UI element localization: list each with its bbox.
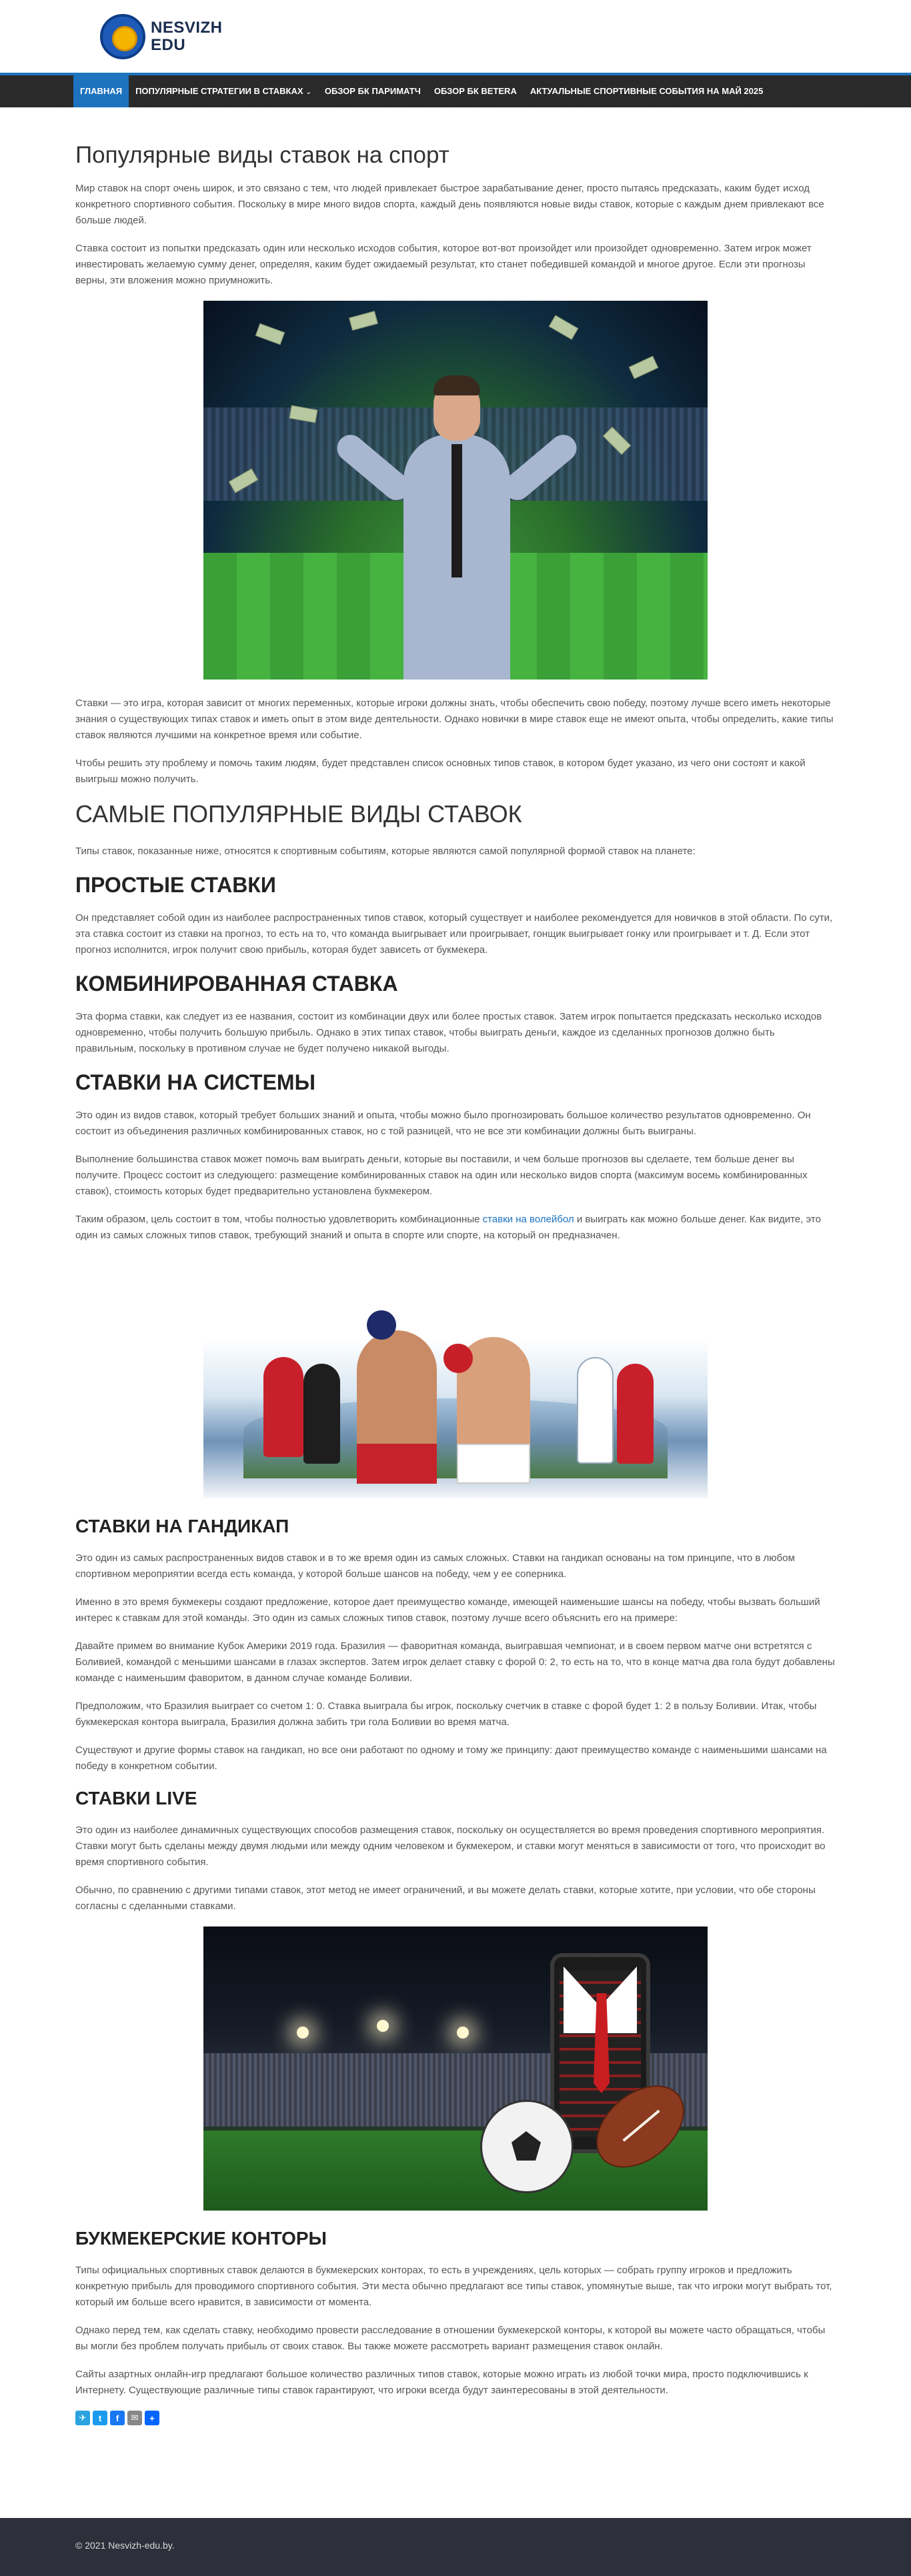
chevron-down-icon: ⌄ [305, 89, 311, 96]
paragraph: Ставки — это игра, которая зависит от многих переменных, которые игроки должны знать, чтобы обеспечить свою победу, поэтому лучше всего иметь некоторые знания о существующих типах ставок и иметь опыт в этом виде деятельности. Однако новички в мире ставок еще не имеют опыта, чтобы определить, какие типы ставок являются лучшими на конкретное время или событие. [75, 698, 834, 741]
email-icon[interactable]: ✉ [127, 2411, 142, 2425]
volleyball-betting-link[interactable]: ставки на волейбол [482, 1214, 574, 1225]
nav-item-strategies[interactable] [129, 75, 318, 107]
nav-item-label: ОБЗОР БК BETERA [433, 86, 517, 96]
section-heading-bookmakers: БУКМЕКЕРСКИЕ КОНТОРЫ [75, 2228, 327, 2249]
page-title: Популярные виды ставок на спорт [75, 142, 449, 168]
facebook-icon[interactable]: f [110, 2411, 125, 2425]
section-heading-live: СТАВКИ LIVE [75, 1788, 197, 1808]
paragraph: Предположим, что Бразилия выиграет со счетом 1: 0. Ставка выиграла бы игрок, поскольку счетчик в ставке с форой будет 1: 2 в пользу Боливии. Итак, чтобы букмекерская контора выиграла, Бразилия должна забить три гола Боливии во время матча. [75, 1700, 817, 1728]
footer-copyright: © 2021 Nesvizh-edu.by. [75, 2540, 175, 2551]
text-span: и выиграть как можно больше денег. Как видите, это один из самых сложных типов ставок, требующий знаний и опыта в спорте или спорте, на который он предназначен. [75, 1214, 821, 1241]
paragraph: Мир ставок на спорт очень широк, и это связано с тем, что людей привлекает быстрое зарабатывание денег, просто пытаясь предсказать, каким будет исход конкретного спортивного события. Поскольку в мире много видов спорта, каждый день появляются новые виды ставок, которые с каждым днем привлекают все больше людей. [75, 183, 824, 226]
section-heading-systems: СТАВКИ НА СИСТЕМЫ [75, 1070, 315, 1094]
logo-line-2: EDU [151, 36, 186, 54]
coin-icon [100, 14, 145, 59]
article-content [75, 107, 836, 2425]
section-heading-simple: ПРОСТЫЕ СТАВКИ [75, 873, 276, 897]
twitter-icon[interactable]: t [93, 2411, 107, 2425]
paragraph: Обычно, по сравнению с другими типами ставок, этот метод не имеет ограничений, и вы можете делать ставки, которые хотите, при условии, что обе стороны согласны с сделанными ставками. [75, 1884, 816, 1912]
share-buttons [75, 2411, 836, 2425]
paragraph: Однако перед тем, как сделать ставку, необходимо провести расследование в отношении букмекерской конторы, к которой вы можете часто обращаться, чтобы вы могли без проблем получать прибыль от своих ставок. Вы также можете рассмотреть вариант размещения ставок онлайн. [75, 2325, 826, 2352]
text-span: Таким образом, цель состоит в том, чтобы полностью удовлетворить комбинационные [75, 1214, 483, 1225]
paragraph: Эта форма ставки, как следует из ее названия, состоит из комбинации двух или более простых ставок. Затем игрок попытается предсказать несколько исходов одновременно, чтобы получить большую прибыль. Однако в этих типах ставок, чтобы выиграть деньги, каждое из сделанных прогнозов должно быть правильным, поскольку в противном случае не будет получено никакой выгоды. [75, 1011, 822, 1054]
section-heading-combo: КОМБИНИРОВАННАЯ СТАВКА [75, 972, 398, 996]
paragraph: Типы ставок, показанные ниже, относятся к спортивным событиям, которые являются самой популярной формой ставок на планете: [75, 846, 696, 857]
logo-line-1: NESVIZH [151, 19, 223, 37]
paragraph: Именно в это время букмекеры создают предложение, которое дает преимущество команде, имеющей наименьшие шансы на победу, чтобы вызвать больший интерес к ставкам для этой команды. Это один из самых сложных типов ставок, поэтому лучше всего объяснить его на примере: [75, 1596, 820, 1624]
section-heading-popular: САМЫЕ ПОПУЛЯРНЫЕ ВИДЫ СТАВОК [75, 800, 522, 828]
sports-collage-image [203, 1270, 708, 1498]
paragraph-with-link [75, 1212, 836, 1244]
site-header [0, 0, 911, 75]
sports-balls-phone-image [203, 1926, 708, 2211]
paragraph: Это один из самых распространенных видов ставок и в то же время один из самых сложных. Ставки на гандикап основаны на том принципе, что в любом спортивном мероприятии всегда есть команда, у которой больше шансов на победу, чем у ее соперника. [75, 1552, 795, 1580]
logo-text [151, 19, 223, 54]
paragraph: Ставка состоит из попытки предсказать один или несколько исходов события, которое вот-вот произойдет или произойдет одновременно. Затем игрок может инвестировать желаемую сумму денег, определяя, каким будет ожидаемый результат, кто станет победившей командой и многое другое. Если эти прогнозы верны, эти вложения можно приумножить. [75, 243, 812, 286]
nav-item-label: ГЛАВНАЯ [80, 86, 123, 96]
paragraph: Чтобы решить эту проблему и помочь таким людям, будет представлен список основных типов ставок, в котором будет указано, из чего они состоят и какой выигрыш можно получить. [75, 758, 806, 785]
nav-item-parimatch-review[interactable] [318, 75, 427, 107]
section-heading-handicap: СТАВКИ НА ГАНДИКАП [75, 1516, 289, 1536]
paragraph: Давайте примем во внимание Кубок Америки 2019 года. Бразилия — фаворитная команда, выигравшая чемпионат, и в своем первом матче они встретятся с Боливией, командой с меньшими шансами в глазах экспертов. Затем игрок делает ставку с форой 0: 2, то есть на то, что в конце матча два гола будут добавлены команде с наименьшим фаворитом, в данном случае команде Боливии. [75, 1640, 835, 1684]
paragraph: Выполнение большинства ставок может помочь вам выиграть деньги, которые вы поставили, и чем больше прогнозов вы сделаете, тем больше денег вы получите. Процесс состоит из следующего: размещение комбинированных ставок на один или несколько видов спорта (максимум восемь комбинированных ставок), стоимость которых будет предварительно установлена букмекером. [75, 1154, 808, 1197]
nav-item-events[interactable] [524, 75, 770, 107]
telegram-icon[interactable]: ✈ [75, 2411, 90, 2425]
nav-item-betera-review[interactable] [427, 75, 524, 107]
site-footer [0, 2518, 911, 2576]
share-plus-icon[interactable]: + [145, 2411, 159, 2425]
paragraph: Сайты азартных онлайн-игр предлагают большое количество различных типов ставок, которые можно играть из любой точки мира, просто подключившись к Интернету. Существующие различные типы ставок гарантируют, что игроки всегда будут заинтересованы в этой деятельности. [75, 2369, 808, 2396]
paragraph: Существуют и другие формы ставок на гандикап, но все они работают по одному и тому же принципу: дают преимущество команде с наименьшими шансами на победу в конкретном событии. [75, 1744, 827, 1772]
nav-item-label: ПОПУЛЯРНЫЕ СТРАТЕГИИ В СТАВКАХ [135, 86, 303, 96]
paragraph: Он представляет собой один из наиболее распространенных типов ставок, который существует и наиболее рекомендуется для новичков в этой области. По сути, эта ставка состоит из ставки на прогноз, то есть на то, что команда выигрывает или проигрывает, гонщик выигрывает гонку или проигрывает и т. Д. Если этот прогноз исполнится, игрок получит свою прибыль, которая будет зависеть от букмекера. [75, 912, 833, 956]
paragraph: Это один из видов ставок, который требует больших знаний и опыта, чтобы можно было прогнозировать большое количество результатов одновременно. Он состоит из объединения различных комбинированных ставок, но с той разницей, что не все эти комбинации должны быть выиграны. [75, 1110, 811, 1137]
nav-item-label: ОБЗОР БК ПАРИМАТЧ [324, 86, 421, 96]
nav-item-label: АКТУАЛЬНЫЕ СПОРТИВНЫЕ СОБЫТИЯ НА МАЙ 2025 [530, 86, 764, 96]
winner-stadium-image [203, 301, 708, 680]
paragraph: Это один из наиболее динамичных существующих способов размещения ставок, поскольку он осуществляется во время проведения спортивного мероприятия. Ставки могут быть сделаны между двумя людьми или между одним человеком и букмекером, и ставки могут меняться в зависимости от того, что происходит во время спортивного события. [75, 1824, 826, 1868]
main-nav [0, 75, 911, 107]
paragraph: Типы официальных спортивных ставок делаются в букмекерских конторах, то есть в учреждениях, цель которых — собрать группу игроков и предложить конкретную прибыль для проводимого спортивного события. Эти места обычно предлагают все типы ставок, упомянутые выше, так что игроки могут выбрать тот, который им больше всего нравится, в зависимости от момента. [75, 2265, 832, 2308]
site-logo[interactable] [100, 14, 223, 59]
nav-item-home[interactable] [73, 75, 129, 107]
